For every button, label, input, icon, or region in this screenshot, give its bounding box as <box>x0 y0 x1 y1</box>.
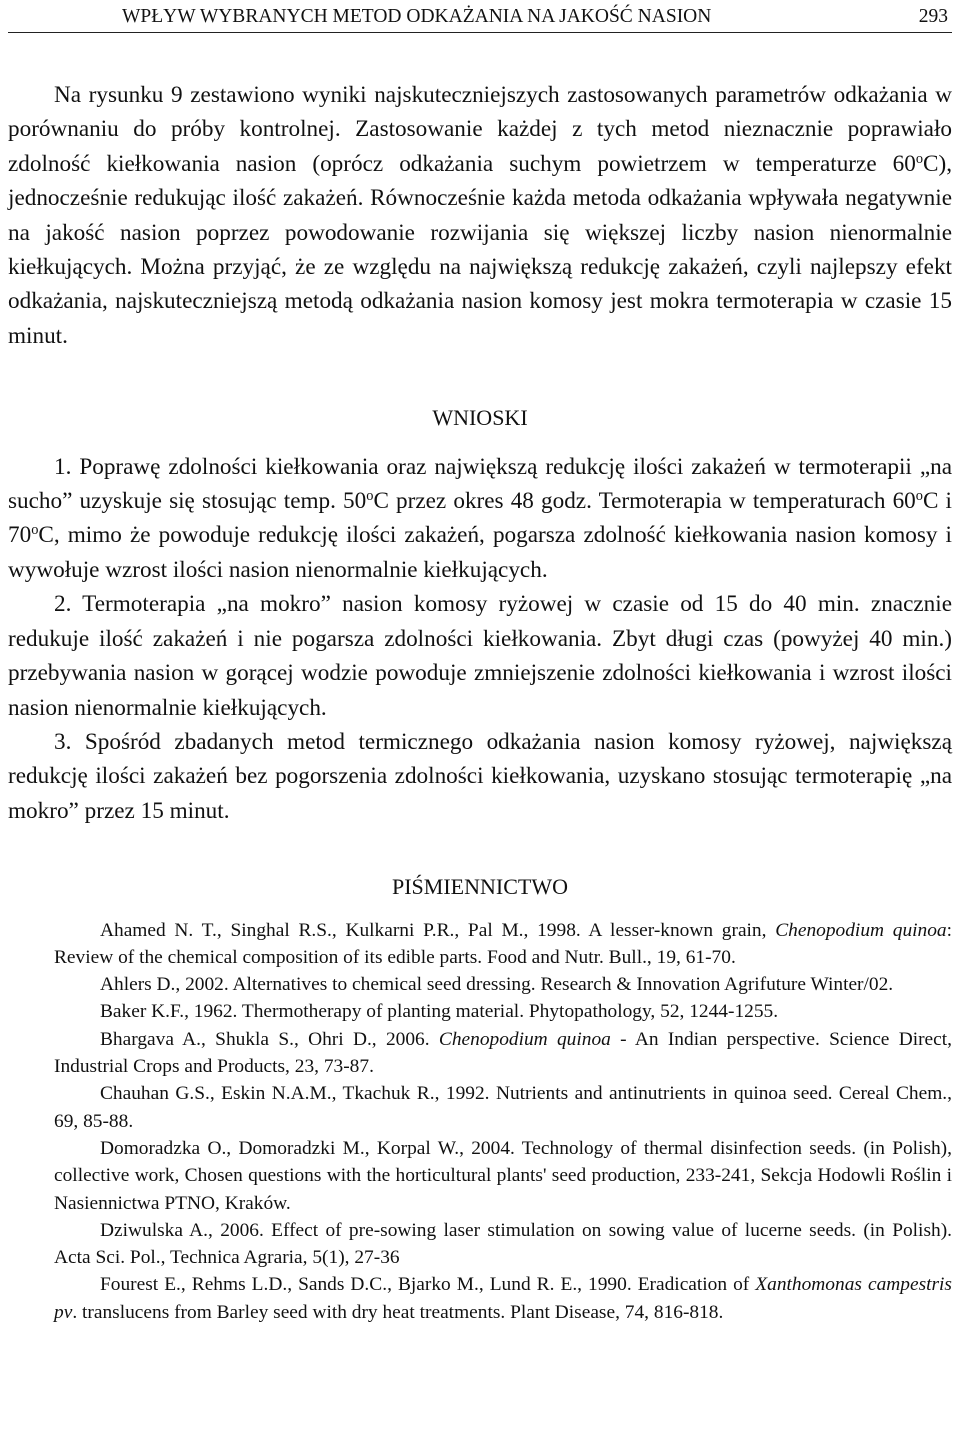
text-run: Bhargava A., Shukla S., Ohri D., 2006. <box>100 1028 439 1050</box>
text-run: Na rysunku 9 zestawiono wyniki najskuteczniejszych zastosowanych parametrów odkażania w porównaniu do próby kontrolnej. Zastosowanie każdej z tych metod nieznacznie poprawiało zdolność kiełkowania nasion (oprócz odkażania suchym powietrzem w temperaturze 60 <box>8 82 952 177</box>
species-name: Chenopodium quinoa <box>438 1028 611 1050</box>
degree-mark: o <box>366 488 374 505</box>
text-run: C, mimo że powoduje redukcję ilości zakażeń, pogarsza zdolność kiełkowania nasion komosy i wywołuje wzrost ilości nasion nienormalnie kiełkujących. <box>8 522 952 583</box>
degree-mark: o <box>31 522 39 539</box>
references-heading: PIŚMIENNICTWO <box>392 874 568 900</box>
text-run: - An Indian perspective. Science Direct, Industrial Crops and Products, 23, 73-87. <box>54 1028 952 1078</box>
reference-item <box>8 917 952 972</box>
conclusions-heading: WNIOSKI <box>432 405 528 431</box>
reference-item <box>8 1271 952 1326</box>
reference-item: Dziwulska A., 2006. Effect of pre-sowing laser stimulation on sowing value of lucerne seeds. (in Polish). Acta Sci. Pol., Technica Agraria, 5(1), 27-36 <box>54 1219 952 1269</box>
reference-item <box>8 1026 952 1081</box>
reference-item: Baker K.F., 1962. Thermotherapy of planting material. Phytopathology, 52, 1244-1255. <box>100 1001 779 1023</box>
running-header <box>8 6 952 33</box>
text-run: Ahamed N. T., Singhal R.S., Kulkarni P.R., Pal M., 1998. A lesser-known grain, <box>100 919 776 941</box>
conclusion-2: 2. Termoterapia „na mokro” nasion komosy ryżowej w czasie od 15 do 40 min. znacznie redukuje ilość zakażeń i nie pogarsza zdolności kiełkowania. Zbyt długi czas (powyżej 40 min.) przebywania nasion w gorącej wodzie powoduje zmniejszenie zdolności kiełkowania i wzrost ilości nasion nienormalnie kiełkujących. <box>8 591 952 721</box>
text-run: C), jednocześnie redukując ilość zakażeń. Równocześnie każda metoda odkażania wpływała negatywnie na jakość nasion poprzez powodowanie rozwijania się większej liczby nasion nienormalnie kiełkujących. Można przyjąć, że ze względu na największą redukcję zakażeń, czyli najlepszy efekt odkażania, najskuteczniejszą metodą odkażania nasion komosy jest mokra termoterapia w czasie 15 minut. <box>8 150 952 349</box>
conclusion-3: 3. Spośród zbadanych metod termicznego odkażania nasion komosy ryżowej, największą redukcję ilości zakażeń bez pogorszenia zdolności kiełkowania, uzyskano stosując termoterapię „na mokro” przez 15 minut. <box>8 728 952 824</box>
text-run: Fourest E., Rehms L.D., Sands D.C., Bjarko M., Lund R. E., 1990. Eradication of <box>100 1274 756 1296</box>
reference-item: Domoradzka O., Domoradzki M., Korpal W., 2004. Technology of thermal disinfection seeds. (in Polish), collective work, Chosen questions with the horticultural plants' seed production, 233-241, Sekcja Hodowli Roślin i Nasiennictwa PTNO, Kraków. <box>54 1137 952 1214</box>
text-run: 1. Poprawę zdolności kiełkowania oraz największą redukcję ilości zakażeń w termoterapii „na sucho” uzyskuje się stosując temp. 50 <box>8 453 952 515</box>
text-run: C przez okres 48 godz. Termoterapia w temperaturach 60 <box>373 488 916 515</box>
text-run: . translucens from Barley seed with dry heat treatments. Plant Disease, 74, 816-818. <box>72 1301 724 1323</box>
species-name: Chenopodium quinoa <box>775 919 947 941</box>
degree-mark: o <box>915 488 923 505</box>
running-title: WPŁYW WYBRANYCH METOD ODKAŻANIA NA JAKOŚĆ NASION <box>122 6 712 27</box>
text-run: : Review of the chemical composition of its edible parts. Food and Nutr. Bull., 19, 61-70. <box>54 919 952 968</box>
conclusion-1 <box>8 450 952 588</box>
page-number: 293 <box>918 6 948 27</box>
intro-paragraph <box>8 78 952 353</box>
reference-list <box>8 917 952 1326</box>
degree-mark: o <box>915 150 924 167</box>
text-run: C i 70 <box>8 488 952 549</box>
species-name: Xanthomonas campestris pv <box>54 1274 952 1323</box>
reference-item: Chauhan G.S., Eskin N.A.M., Tkachuk R., 1992. Nutrients and antinutrients in quinoa seed. Cereal Chem., 69, 85-88. <box>54 1083 952 1132</box>
main-text <box>8 78 952 1326</box>
reference-item: Ahlers D., 2002. Alternatives to chemical seed dressing. Research & Innovation Agrifuture Winter/02. <box>100 974 894 996</box>
